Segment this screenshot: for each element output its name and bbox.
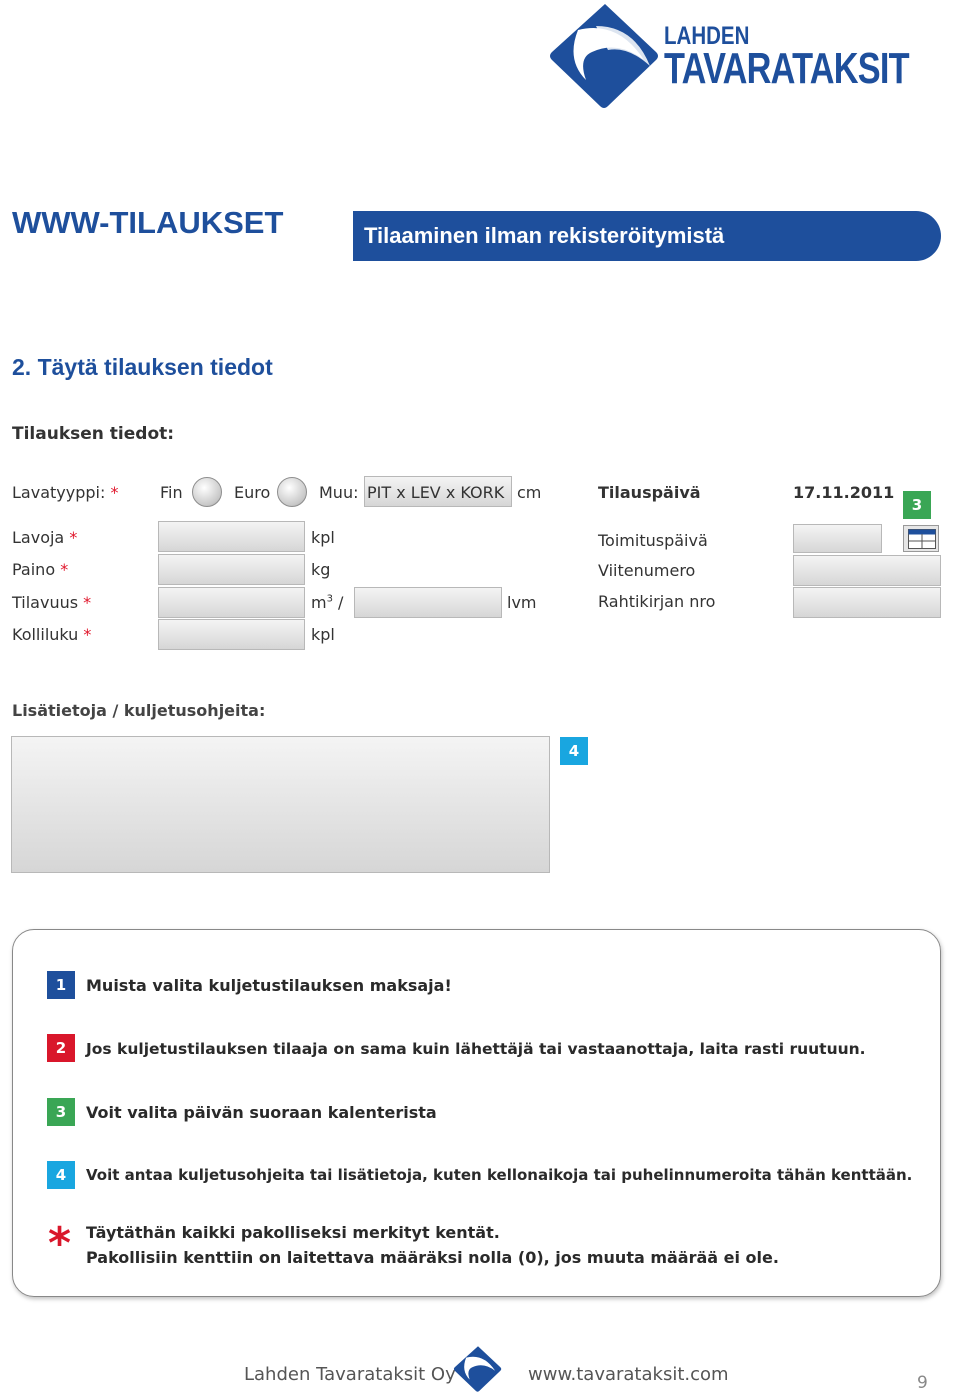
weight-input[interactable] [158, 554, 305, 585]
order-date-value: 17.11.2011 [793, 483, 895, 502]
logo-line1: LAHDEN [664, 22, 750, 50]
waybill-label: Rahtikirjan nro [598, 592, 716, 611]
calendar-badge: 3 [903, 491, 931, 519]
pallet-other-label: Muu: [319, 483, 359, 502]
footer-logo-icon [453, 1344, 503, 1394]
pallet-euro-radio[interactable] [277, 477, 307, 507]
pallet-other-unit: cm [517, 483, 542, 502]
volume-label: Tilavuus * [12, 593, 92, 612]
packages-label: Kolliluku * [12, 625, 92, 644]
volume-ldm-input[interactable] [354, 587, 502, 618]
info-text-1: Muista valita kuljetustilauksen maksaja! [86, 976, 452, 995]
page-number: 9 [917, 1373, 928, 1393]
notes-textarea[interactable] [11, 736, 550, 873]
required-star-icon: * [48, 1218, 72, 1269]
pallet-other-value: PIT x LEV x KORK [367, 483, 505, 502]
required-note-line2: Pakollisiin kenttiin on laitettava määräksi nolla (0), jos muuta määrää ei ole. [86, 1248, 779, 1267]
info-text-3: Voit valita päivän suoraan kalenterista [86, 1103, 437, 1122]
reference-input[interactable] [793, 555, 941, 586]
weight-label: Paino * [12, 560, 69, 579]
form-subtitle: Tilauksen tiedot: [12, 424, 175, 444]
reference-label: Viitenumero [598, 561, 696, 580]
notes-label: Lisätietoja / kuljetusohjeita: [12, 701, 266, 720]
packages-unit: kpl [311, 625, 335, 644]
packages-input[interactable] [158, 619, 305, 650]
calendar-icon [908, 529, 936, 549]
logo [548, 0, 958, 112]
pallets-label: Lavoja * [12, 528, 78, 547]
required-note-line1: Täytäthän kaikki pakolliseksi merkityt kentät. [86, 1223, 500, 1242]
pallet-fin-radio[interactable] [192, 477, 222, 507]
info-badge-1: 1 [47, 971, 75, 999]
volume-unit: $m^3$ / [311, 593, 344, 612]
pallet-other-input[interactable] [364, 476, 512, 507]
info-badge-4: 4 [47, 1161, 75, 1189]
delivery-date-input[interactable] [793, 524, 882, 553]
info-text-4: Voit antaa kuljetusohjeita tai lisätietoja, kuten kellonaikoja tai puhelinnumeroita tähän kenttään. [86, 1166, 913, 1184]
pallet-euro-label: Euro [234, 483, 271, 502]
logo-emblem-icon [548, 0, 662, 112]
waybill-input[interactable] [793, 587, 941, 618]
calendar-button[interactable] [903, 525, 939, 552]
volume-ldm-unit: lvm [507, 593, 537, 612]
pallets-input[interactable] [158, 521, 305, 552]
pallet-type-label: Lavatyyppi: * [12, 483, 119, 502]
footer-company: Lahden Tavarataksit Oy [244, 1364, 456, 1385]
delivery-date-label: Toimituspäivä [598, 531, 708, 550]
logo-line2: TAVARATAKSIT [664, 44, 909, 93]
info-badge-2: 2 [47, 1034, 75, 1062]
footer-url[interactable]: www.tavarataksit.com [528, 1364, 729, 1385]
page-title: WWW-TILAUKSET [12, 205, 284, 240]
notes-badge: 4 [560, 737, 588, 765]
banner-text: Tilaaminen ilman rekisteröitymistä [364, 223, 725, 248]
weight-unit: kg [311, 560, 331, 579]
info-text-2: Jos kuljetustilauksen tilaaja on sama kuin lähettäjä tai vastaanottaja, laita rasti ruutuun. [86, 1040, 866, 1058]
section-banner [353, 211, 941, 261]
pallets-unit: kpl [311, 528, 335, 547]
pallet-fin-label: Fin [160, 483, 183, 502]
order-date-label: Tilauspäivä [598, 483, 701, 502]
section-title: 2. Täytä tilauksen tiedot [12, 354, 273, 380]
volume-input[interactable] [158, 587, 305, 618]
info-badge-3: 3 [47, 1098, 75, 1126]
